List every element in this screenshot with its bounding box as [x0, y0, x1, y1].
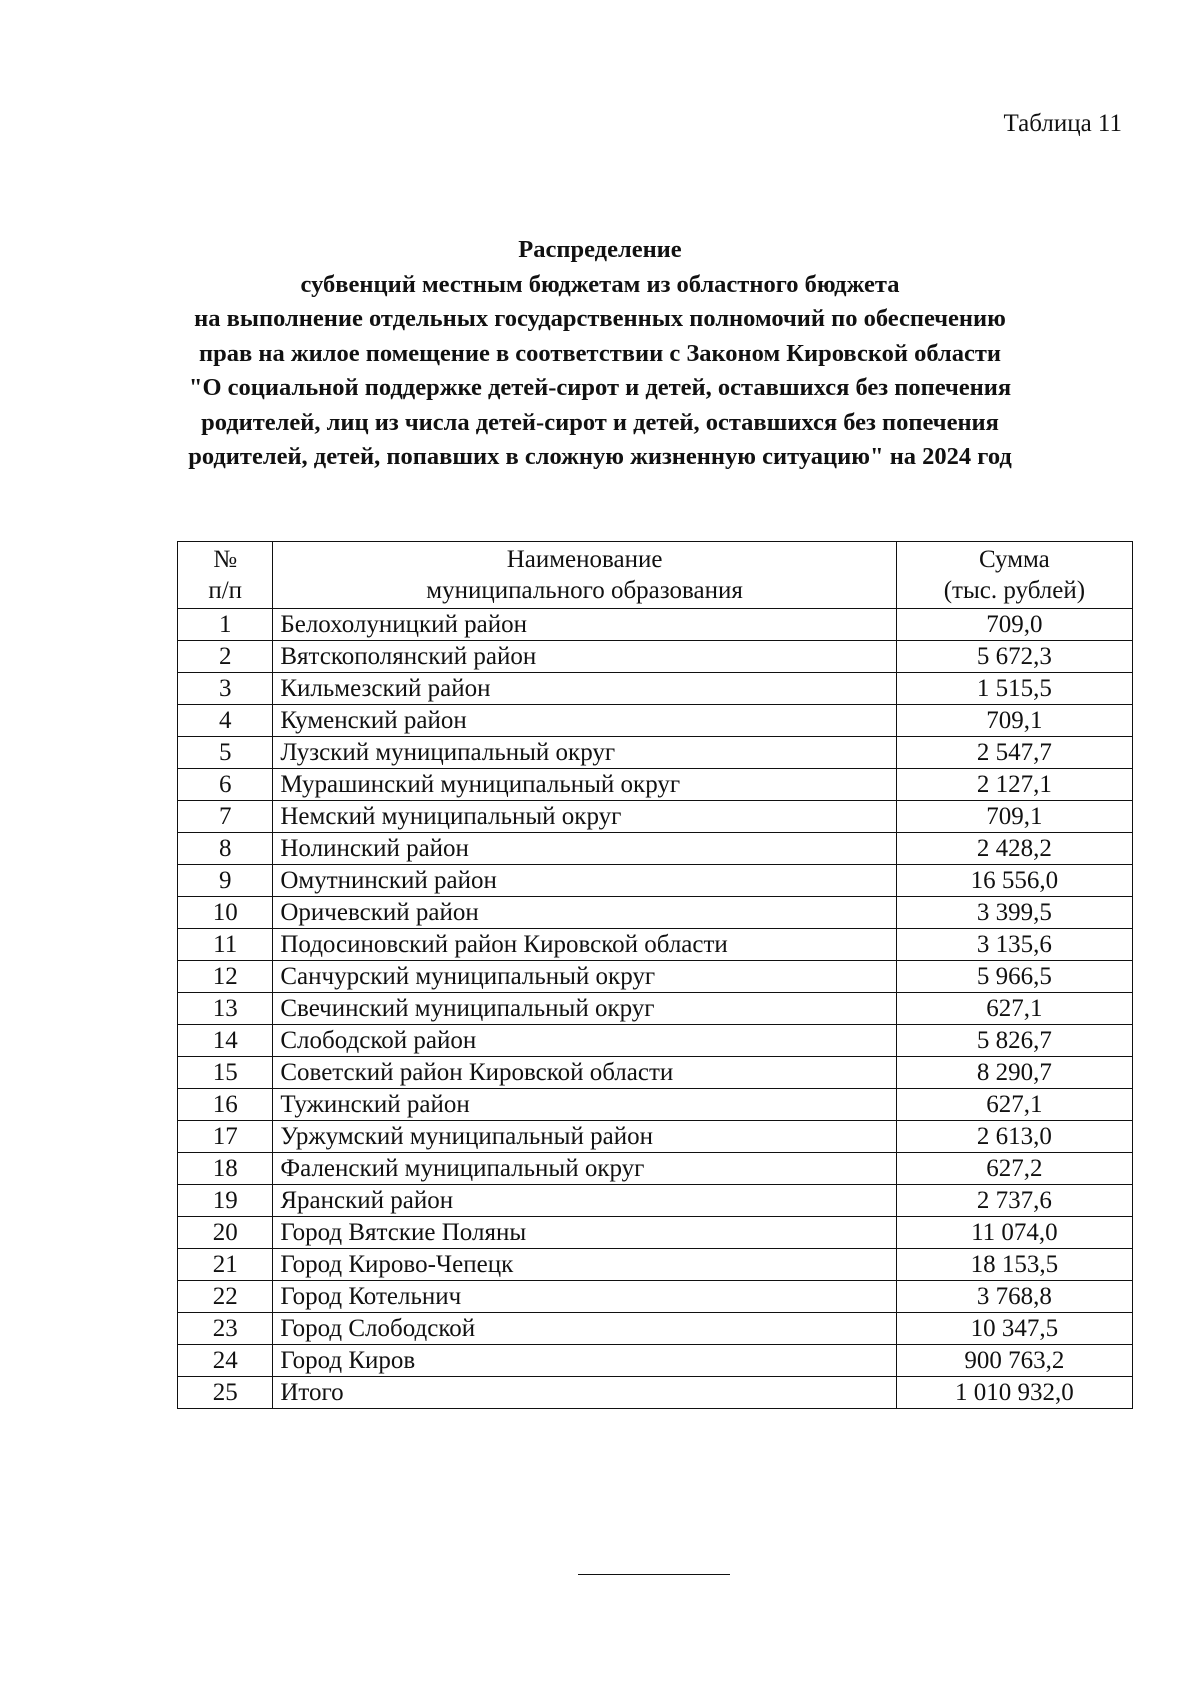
header-sum-line-2: (тыс. рублей) — [943, 577, 1086, 604]
subvention-amount: 5 966,5 — [896, 961, 1132, 993]
subvention-amount: 1 010 932,0 — [896, 1377, 1132, 1409]
municipality-name: Слободской район — [273, 1025, 896, 1057]
row-number: 24 — [178, 1345, 273, 1377]
table-row — [178, 769, 1133, 801]
row-number: 1 — [178, 609, 273, 641]
table-row — [178, 705, 1133, 737]
table-row — [178, 1185, 1133, 1217]
subvention-amount: 5 826,7 — [896, 1025, 1132, 1057]
subvention-amount: 1 515,5 — [896, 673, 1132, 705]
subvention-amount: 2 613,0 — [896, 1121, 1132, 1153]
header-number-line-1: № — [213, 546, 238, 573]
municipality-name: Оричевский район — [273, 897, 896, 929]
table-row — [178, 673, 1133, 705]
heading-line-7: родителей, детей, попавших в сложную жизненную ситуацию" на 2024 год — [188, 443, 1012, 470]
table-number-label: Таблица 11 — [1003, 110, 1122, 137]
table-row — [178, 1345, 1133, 1377]
row-number: 13 — [178, 993, 273, 1025]
heading-line-1: Распределение — [518, 236, 682, 263]
table-row — [178, 801, 1133, 833]
municipality-name: Свечинский муниципальный округ — [273, 993, 896, 1025]
subvention-amount: 627,2 — [896, 1153, 1132, 1185]
municipality-name: Фаленский муниципальный округ — [273, 1153, 896, 1185]
row-number: 11 — [178, 929, 273, 961]
subvention-amount: 2 547,7 — [896, 737, 1132, 769]
header-number — [178, 542, 273, 609]
municipality-name: Куменский район — [273, 705, 896, 737]
table-row — [178, 1217, 1133, 1249]
subvention-amount: 900 763,2 — [896, 1345, 1132, 1377]
table-row — [178, 993, 1133, 1025]
row-number: 16 — [178, 1089, 273, 1121]
table-row — [178, 1377, 1133, 1409]
subvention-amount: 3 135,6 — [896, 929, 1132, 961]
table-body — [178, 609, 1133, 1409]
row-number: 25 — [178, 1377, 273, 1409]
table-row — [178, 865, 1133, 897]
distribution-table — [177, 541, 1133, 1409]
subvention-amount: 2 428,2 — [896, 833, 1132, 865]
row-number: 3 — [178, 673, 273, 705]
table-row — [178, 833, 1133, 865]
header-name-line-2: муниципального образования — [426, 577, 743, 604]
row-number: 18 — [178, 1153, 273, 1185]
municipality-name: Советский район Кировской области — [273, 1057, 896, 1089]
row-number: 14 — [178, 1025, 273, 1057]
municipality-name: Нолинский район — [273, 833, 896, 865]
table-row — [178, 1121, 1133, 1153]
municipality-name: Итого — [273, 1377, 896, 1409]
table-row — [178, 1281, 1133, 1313]
row-number: 7 — [178, 801, 273, 833]
subvention-amount: 709,1 — [896, 801, 1132, 833]
row-number: 20 — [178, 1217, 273, 1249]
row-number: 22 — [178, 1281, 273, 1313]
municipality-name: Омутнинский район — [273, 865, 896, 897]
table-row — [178, 1249, 1133, 1281]
municipality-name: Город Киров — [273, 1345, 896, 1377]
subvention-amount: 11 074,0 — [896, 1217, 1132, 1249]
document-heading — [100, 233, 1100, 475]
row-number: 15 — [178, 1057, 273, 1089]
subvention-amount: 16 556,0 — [896, 865, 1132, 897]
row-number: 19 — [178, 1185, 273, 1217]
table-row — [178, 1025, 1133, 1057]
municipality-name: Кильмезский район — [273, 673, 896, 705]
municipality-name: Город Котельнич — [273, 1281, 896, 1313]
subvention-amount: 18 153,5 — [896, 1249, 1132, 1281]
table-row — [178, 1057, 1133, 1089]
subvention-amount: 627,1 — [896, 1089, 1132, 1121]
subvention-amount: 709,0 — [896, 609, 1132, 641]
municipality-name: Мурашинский муниципальный округ — [273, 769, 896, 801]
header-number-line-2: п/п — [208, 577, 243, 604]
municipality-name: Город Вятские Поляны — [273, 1217, 896, 1249]
table-row — [178, 929, 1133, 961]
table-row — [178, 1089, 1133, 1121]
table-row — [178, 1313, 1133, 1345]
closing-rule — [578, 1574, 730, 1575]
municipality-name: Тужинский район — [273, 1089, 896, 1121]
heading-line-3: на выполнение отдельных государственных полномочий по обеспечению — [194, 305, 1006, 332]
row-number: 4 — [178, 705, 273, 737]
row-number: 8 — [178, 833, 273, 865]
subvention-amount: 2 737,6 — [896, 1185, 1132, 1217]
subvention-amount: 709,1 — [896, 705, 1132, 737]
table-row — [178, 641, 1133, 673]
header-sum — [896, 542, 1132, 609]
municipality-name: Немский муниципальный округ — [273, 801, 896, 833]
row-number: 17 — [178, 1121, 273, 1153]
subvention-amount: 627,1 — [896, 993, 1132, 1025]
municipality-name: Вятскополянский район — [273, 641, 896, 673]
municipality-name: Город Слободской — [273, 1313, 896, 1345]
table-row — [178, 609, 1133, 641]
table-row — [178, 1153, 1133, 1185]
header-sum-line-1: Сумма — [978, 546, 1050, 573]
heading-line-2: субвенций местным бюджетам из областного бюджета — [300, 270, 900, 298]
heading-line-5: "О социальной поддержке детей-сирот и детей, оставшихся без попечения — [188, 374, 1012, 401]
heading-line-6: родителей, лиц из числа детей-сирот и детей, оставшихся без попечения — [201, 408, 999, 436]
municipality-name: Уржумский муниципальный район — [273, 1121, 896, 1153]
table-row — [178, 961, 1133, 993]
subvention-amount: 8 290,7 — [896, 1057, 1132, 1089]
municipality-name: Белохолуницкий район — [273, 609, 896, 641]
table-header-row — [178, 542, 1133, 609]
municipality-name: Санчурский муниципальный округ — [273, 961, 896, 993]
row-number: 10 — [178, 897, 273, 929]
row-number: 23 — [178, 1313, 273, 1345]
row-number: 12 — [178, 961, 273, 993]
heading-line-4: прав на жилое помещение в соответствии с Законом Кировской области — [198, 339, 1002, 367]
row-number: 6 — [178, 769, 273, 801]
municipality-name: Лузский муниципальный округ — [273, 737, 896, 769]
table-row — [178, 737, 1133, 769]
municipality-name: Яранский район — [273, 1185, 896, 1217]
subvention-amount: 2 127,1 — [896, 769, 1132, 801]
municipality-name: Город Кирово-Чепецк — [273, 1249, 896, 1281]
row-number: 5 — [178, 737, 273, 769]
subvention-amount: 3 399,5 — [896, 897, 1132, 929]
municipality-name: Подосиновский район Кировской области — [273, 929, 896, 961]
header-name-line-1: Наименование — [506, 546, 663, 573]
row-number: 2 — [178, 641, 273, 673]
header-name — [273, 542, 896, 609]
subvention-amount: 10 347,5 — [896, 1313, 1132, 1345]
table-row — [178, 897, 1133, 929]
subvention-amount: 3 768,8 — [896, 1281, 1132, 1313]
row-number: 21 — [178, 1249, 273, 1281]
row-number: 9 — [178, 865, 273, 897]
subvention-amount: 5 672,3 — [896, 641, 1132, 673]
